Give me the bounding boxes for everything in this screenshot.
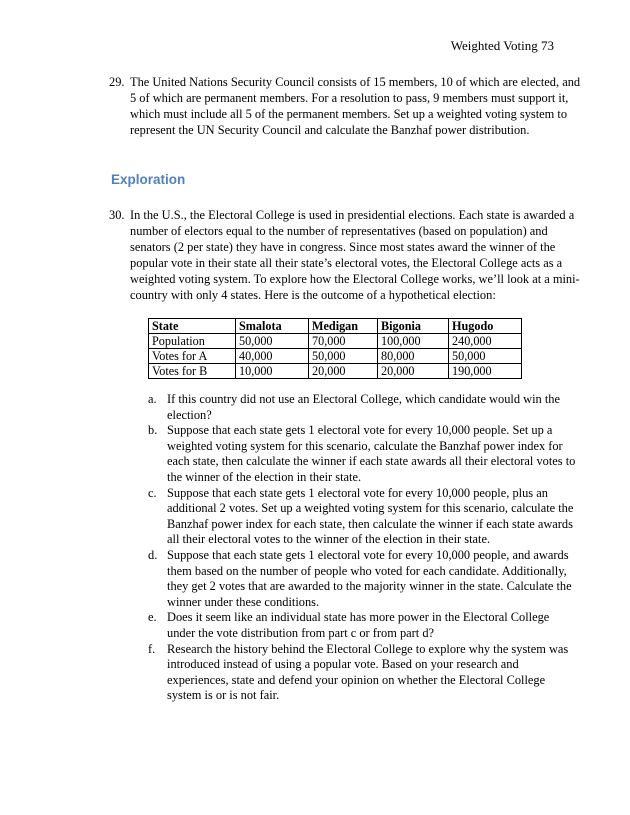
table-cell: 70,000 — [309, 334, 378, 349]
table-cell: Votes for A — [149, 349, 236, 364]
table-cell: Population — [149, 334, 236, 349]
table-cell: 50,000 — [449, 349, 522, 364]
subpart-list — [148, 392, 576, 704]
table-header-cell: Bigonia — [378, 319, 449, 334]
subpart-text: Suppose that each state gets 1 electoral vote for every 10,000 people. Set up a weighted voting system for this scenario, calculate the Banzhaf power index for each state, then calculate the winner if each state awards all their electoral votes to the winner of the election in their state. — [167, 423, 576, 484]
table-row — [149, 349, 522, 364]
table-cell: 20,000 — [309, 364, 378, 379]
table-cell: 10,000 — [236, 364, 309, 379]
subpart-a — [148, 392, 576, 423]
problem-30 — [109, 207, 582, 304]
table-cell: 50,000 — [236, 334, 309, 349]
subpart-b — [148, 423, 576, 485]
subpart-text: Suppose that each state gets 1 electoral vote for every 10,000 people, and awards them based on the number of people who voted for each candidate. Additionally, they get 2 votes that are awarded to the majority winner in the state. Calculate the winner under these conditions. — [167, 547, 572, 609]
subpart-text: Does it seem like an individual state has more power in the Electoral College under the vote distribution from part c or from part d? — [167, 610, 550, 640]
subpart-text: Research the history behind the Electoral College to explore why the system was introduced instead of using a popular vote. Based on your research and experiences, state and defend your opinion on whether the Electoral College system is or is not fair. — [167, 641, 569, 703]
table-header-cell: Smalota — [236, 319, 309, 334]
table-header-cell: State — [149, 319, 236, 334]
table-header-row — [149, 319, 522, 334]
table-cell: 80,000 — [378, 349, 449, 364]
table-cell: 50,000 — [309, 349, 378, 364]
table-cell: 240,000 — [449, 334, 522, 349]
problem-29 — [109, 74, 582, 138]
table-cell: Votes for B — [149, 364, 236, 379]
subpart-d — [148, 548, 576, 610]
problem-text: In the U.S., the Electoral College is used in presidential elections. Each state is awarded a number of electors equal to the number of representatives (based on population) and senators (2 per state) they have in congress. Since most states award the winner of the popular vote in their state all their state’s electoral votes, the Electoral College acts as a weighted voting system. To explore how the Electoral College works, we’ll look at a mini-country with only 4 states. Here is the outcome of a hypothetical election: — [130, 208, 580, 303]
table-cell: 190,000 — [449, 364, 522, 379]
table-cell: 20,000 — [378, 364, 449, 379]
subpart-letter: a. — [148, 392, 157, 406]
problem-text: The United Nations Security Council consists of 15 members, 10 of which are elected, and 5 of which are permanent members. For a resolution to pass, 9 members must support it, which must include all 5 of the permanent members. Set up a weighted voting system to represent the UN Security Council and calculate the Banzhaf power distribution. — [130, 75, 581, 138]
subpart-c — [148, 486, 576, 548]
table-row — [149, 364, 522, 379]
subpart-letter: b. — [148, 423, 158, 438]
subpart-letter: f. — [148, 641, 156, 656]
subpart-text: If this country did not use an Electoral College, which candidate would win the election? — [167, 392, 560, 422]
table-cell: 40,000 — [236, 349, 309, 364]
problem-number: 29. — [109, 75, 125, 89]
table-header-cell: Medigan — [309, 319, 378, 334]
subpart-f — [148, 642, 576, 704]
table-header-cell: Hugodo — [449, 319, 522, 334]
subpart-e — [148, 610, 576, 641]
subpart-letter: e. — [148, 610, 157, 625]
subpart-letter: c. — [148, 485, 157, 500]
subpart-letter: d. — [148, 547, 158, 562]
table-cell: 100,000 — [378, 334, 449, 349]
election-results-table — [148, 318, 522, 379]
section-heading: Exploration — [111, 172, 186, 187]
running-head: Weighted Voting 73 — [450, 38, 554, 53]
problem-number: 30. — [109, 208, 125, 222]
subpart-text: Suppose that each state gets 1 electoral vote for every 10,000 people, plus an additional 2 votes. Set up a weighted voting system for this scenario, calculate the Banzhaf power index for each state, then calculate the winner if each state awards all their electoral votes to the winner of the election in their state. — [167, 485, 574, 547]
table-row — [149, 334, 522, 349]
